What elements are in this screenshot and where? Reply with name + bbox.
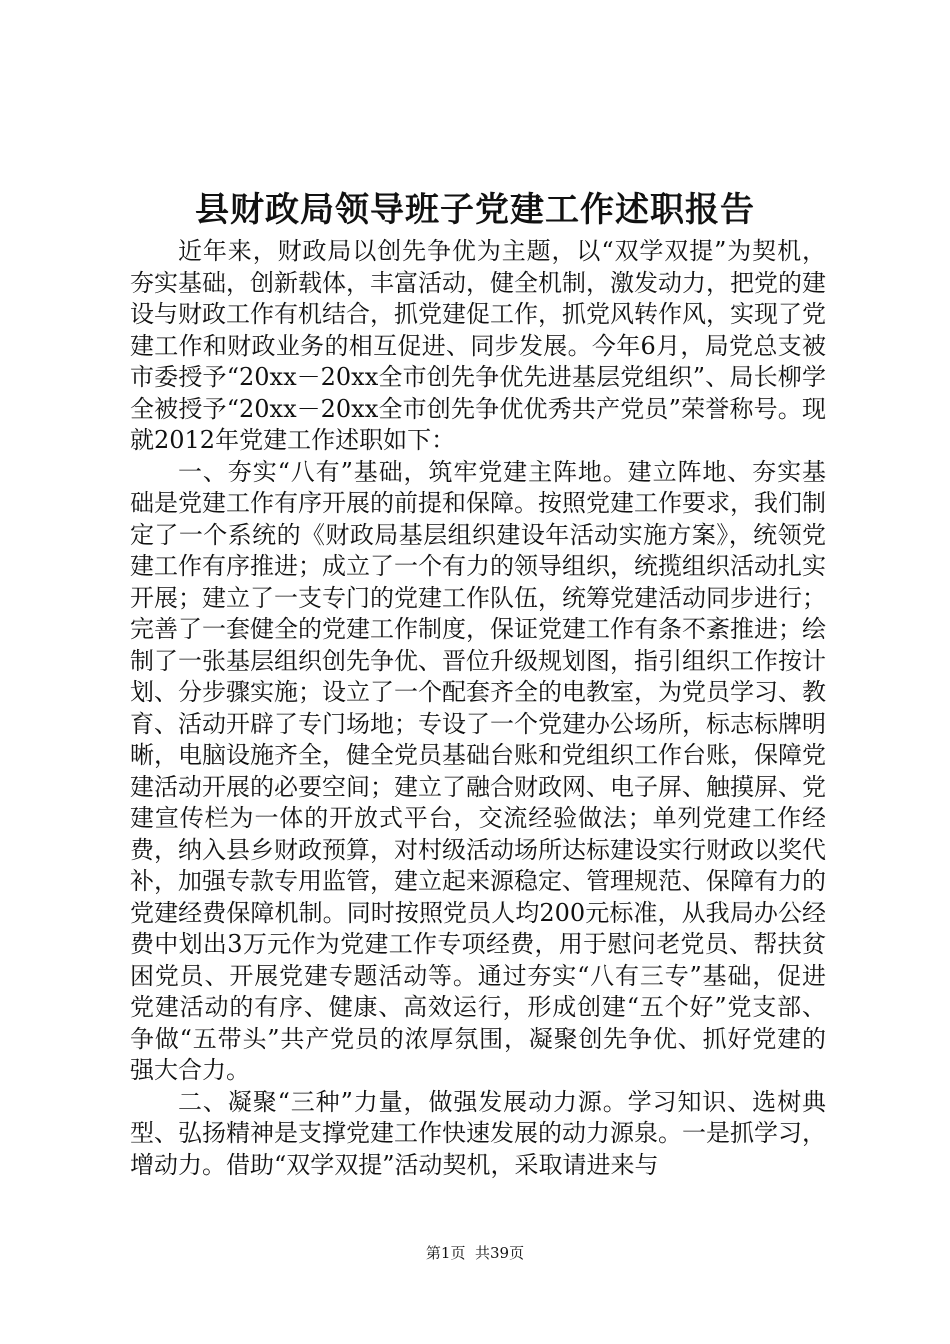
- document-body: [130, 236, 826, 1181]
- page-total: 共39页: [475, 1244, 525, 1262]
- paragraph-section-1: 一、夯实“八有”基础，筑牢党建主阵地。建立阵地、夯实基础是党建工作有序开展的前提和保障。按照党建工作要求，我们制定了一个系统的《财政局基层组织建设年活动实施方案》，统领党建工作有序推进；成立了一个有力的领导组织，统揽组织活动扎实开展；建立了一支专门的党建工作队伍，统筹党建活动同步进行；完善了一套健全的党建工作制度，保证党建工作有条不紊推进；绘制了一张基层组织创先争优、晋位升级规划图，指引组织工作按计划、分步骤实施；设立了一个配套齐全的电教室，为党员学习、教育、活动开辟了专门场地；专设了一个党建办公场所，标志标牌明晰，电脑设施齐全，健全党员基础台账和党组织工作台账，保障党建活动开展的必要空间；建立了融合财政网、电子屏、触摸屏、党建宣传栏为一体的开放式平台，交流经验做法；单列党建工作经费，纳入县乡财政预算，对村级活动场所达标建设实行财政以奖代补，加强专款专用监管，建立起来源稳定、管理规范、保障有力的党建经费保障机制。同时按照党员人均200元标准，从我局办公经费中划出3万元作为党建工作专项经费，用于慰问老党员、帮扶贫困党员、开展党建专题活动等。通过夯实“八有三专”基础，促进党建活动的有序、健康、高效运行，形成创建“五个好”党支部、争做“五带头”共产党员的浓厚氛围，凝聚创先争优、抓好党建的强大合力。: [130, 457, 826, 1084]
- page-number: 第1页: [425, 1244, 466, 1262]
- page-footer: [0, 1243, 950, 1263]
- footer-separator: [465, 1244, 475, 1262]
- document-title: 县财政局领导班子党建工作述职报告: [195, 190, 755, 230]
- paragraph-section-2: 二、凝聚“三种”力量，做强发展动力源。学习知识、选树典型、弘扬精神是支撑党建工作快速发展的动力源泉。一是抓学习，增动力。借助“双学双提”活动契机，采取请进来与: [130, 1087, 826, 1179]
- paragraph-intro: 近年来，财政局以创先争优为主题，以“双学双提”为契机，夯实基础，创新载体，丰富活动，健全机制，激发动力，把党的建设与财政工作有机结合，抓党建促工作，抓党风转作风，实现了党建工作和财政业务的相互促进、同步发展。今年6月，局党总支被市委授予“20xx－20xx全市创先争优先进基层党组织”、局长柳学全被授予“20xx－20xx全市创先争优优秀共产党员”荣誉称号。现就2012年党建工作述职如下：: [130, 237, 826, 454]
